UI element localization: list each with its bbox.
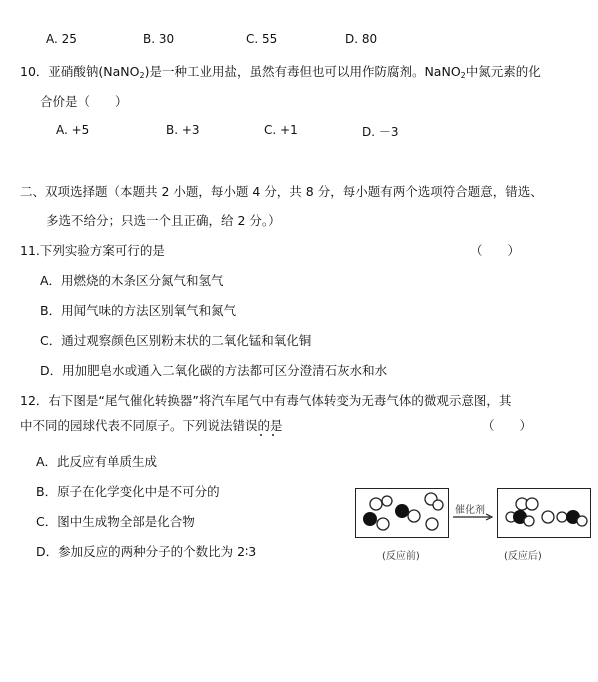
q11-option-d: D．用加肥皂水或通入二氧化碳的方法都可区分澄清石灰水和水 <box>40 363 388 378</box>
q12-stem-line1: 12．右下图是“尾气催化转换器”将汽车尾气中有毒气体转变为无毒气体的微观示意图，其 <box>20 393 512 408</box>
q9-option-b: B. 30 <box>143 32 175 46</box>
q12-stem-line2: 中不同的园球代表不同原子。下列说法错误的是 <box>20 418 283 433</box>
section2-heading-line1: 二、双项选择题（本题共 2 小题，每小题 4 分，共 8 分，每小题有两个选项符合题意，错选、 <box>20 184 543 199</box>
q11-option-a: A．用燃烧的木条区分氮气和氢气 <box>40 273 224 288</box>
q9-option-c: C. 55 <box>246 32 278 46</box>
q9-option-d: D. 80 <box>345 32 378 46</box>
emphasis-dot <box>272 434 274 436</box>
reaction-arrow-icon <box>452 513 496 521</box>
emphasis-dot <box>260 434 262 436</box>
before-molecules-graphic <box>356 489 448 537</box>
after-reaction-box <box>497 488 591 538</box>
before-caption: (反应前) <box>382 551 420 562</box>
q10-stem-line1: 10．亚硝酸钠(NaNO$_2$)是一种工业用盐，虽然有毒但也可以用作防腐剂。NaNO$_2$中氮元素的化 <box>20 64 541 80</box>
q11-answer-bracket: （ ） <box>470 243 521 258</box>
q12-option-d: D．参加反应的两种分子的个数比为 2∶3 <box>36 544 257 559</box>
before-reaction-box <box>355 488 449 538</box>
q12-answer-bracket: （ ） <box>482 418 533 433</box>
q9-option-a: A. 25 <box>46 32 77 46</box>
q10-option-c: C. +1 <box>264 123 298 137</box>
q10-option-a: A. +5 <box>56 123 90 137</box>
q11-option-b: B．用闻气味的方法区别氧气和氮气 <box>40 303 237 318</box>
after-molecules-graphic <box>498 489 590 537</box>
q10-option-b: B. +3 <box>166 123 200 137</box>
q12-option-c: C．图中生成物全部是化合物 <box>36 514 195 529</box>
q10-option-d: D. －3 <box>362 125 399 139</box>
q12-option-b: B．原子在化学变化中是不可分的 <box>36 484 220 499</box>
q12-option-a: A．此反应有单质生成 <box>36 454 158 469</box>
q11-option-c: C．通过观察颜色区别粉末状的二氧化锰和氧化铜 <box>40 333 312 348</box>
q11-stem: 11.下列实验方案可行的是 <box>20 243 165 258</box>
q10-stem-line2: 合价是（ ） <box>40 94 128 109</box>
catalyst-label: 催化剂 <box>455 505 485 516</box>
section2-heading-line2: 多选不给分；只选一个且正确，给 2 分。） <box>46 213 281 228</box>
after-caption: (反应后) <box>504 551 542 562</box>
